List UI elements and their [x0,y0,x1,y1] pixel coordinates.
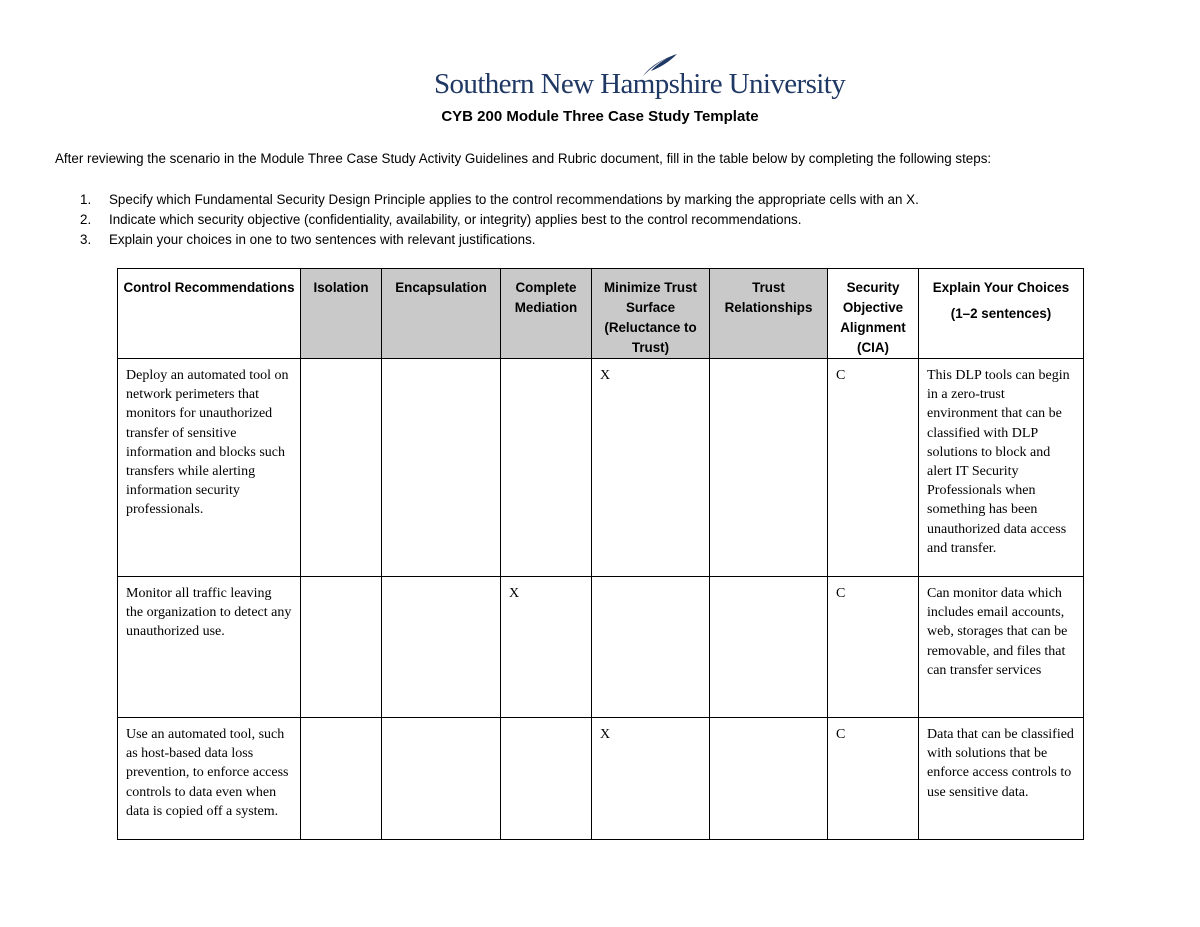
step-text: Indicate which security objective (confidentiality, availability, or integrity) applies best to the control recommendations. [109,212,802,227]
cell-cia[interactable]: C [828,718,919,840]
list-item [80,190,919,210]
cell-isolation[interactable] [301,359,382,577]
step-text: Specify which Fundamental Security Design Principle applies to the control recommendations by marking the appropriate cells with an X. [109,192,919,207]
instruction-steps [80,190,919,250]
cell-control[interactable]: Use an automated tool, such as host-based data loss prevention, to enforce access controls to data even when data is copied off a system. [118,718,301,840]
header-security-objective: Security Objective Alignment (CIA) [828,269,919,359]
document-title: CYB 200 Module Three Case Study Template [441,108,759,125]
university-name: Southern New Hampshire University [434,68,846,100]
cell-explain[interactable]: Can monitor data which includes email accounts, web, storages that can be removable, and files that can transfer services [919,577,1084,718]
cell-cia[interactable]: C [828,577,919,718]
cell-minimize-trust[interactable]: X [592,718,710,840]
cell-isolation[interactable] [301,718,382,840]
cell-complete-mediation[interactable]: X [501,577,592,718]
step-text: Explain your choices in one to two sentences with relevant justifications. [109,232,536,247]
header-control-recommendations: Control Recommendations [118,269,301,359]
header-explain-choices [919,269,1084,359]
step-number: 2. [80,212,92,227]
step-number: 1. [80,192,92,207]
table-header-row [118,269,1084,359]
header-minimize-trust-surface: Minimize Trust Surface (Reluctance to Trust) [592,269,710,359]
cell-control[interactable]: Deploy an automated tool on network perimeters that monitors for unauthorized transfer of sensitive information and blocks such transfers while alerting information security professionals. [118,359,301,577]
list-item [80,210,919,230]
cell-control[interactable]: Monitor all traffic leaving the organization to detect any unauthorized use. [118,577,301,718]
cell-encapsulation[interactable] [382,359,501,577]
case-study-table [117,268,1084,840]
cell-trust-relationships[interactable] [710,577,828,718]
header-explain-line2: (1–2 sentences) [950,306,1052,321]
cell-trust-relationships[interactable] [710,359,828,577]
cell-encapsulation[interactable] [382,718,501,840]
cell-complete-mediation[interactable] [501,359,592,577]
cell-explain[interactable]: This DLP tools can begin in a zero-trust environment that can be classified with DLP solutions to block and alert IT Security Professionals when something has been unauthorized data access and transfer. [919,359,1084,577]
university-logo [434,52,846,104]
cell-explain[interactable]: Data that can be classified with solutions that be enforce access controls to use sensitive data. [919,718,1084,840]
cell-isolation[interactable] [301,577,382,718]
header-complete-mediation: Complete Mediation [501,269,592,359]
cell-minimize-trust[interactable] [592,577,710,718]
cell-trust-relationships[interactable] [710,718,828,840]
cell-encapsulation[interactable] [382,577,501,718]
cell-minimize-trust[interactable]: X [592,359,710,577]
cell-complete-mediation[interactable] [501,718,592,840]
step-number: 3. [80,232,92,247]
header-encapsulation: Encapsulation [382,269,501,359]
table-row [118,577,1084,718]
table-row [118,718,1084,840]
cell-cia[interactable]: C [828,359,919,577]
list-item [80,230,919,250]
instructions-intro: After reviewing the scenario in the Module Three Case Study Activity Guidelines and Rubric document, fill in the table below by completing the following steps: [55,151,992,166]
header-trust-relationships: Trust Relationships [710,269,828,359]
header-explain-line1: Explain Your Choices [932,280,1070,295]
header-isolation: Isolation [301,269,382,359]
table-row [118,359,1084,577]
